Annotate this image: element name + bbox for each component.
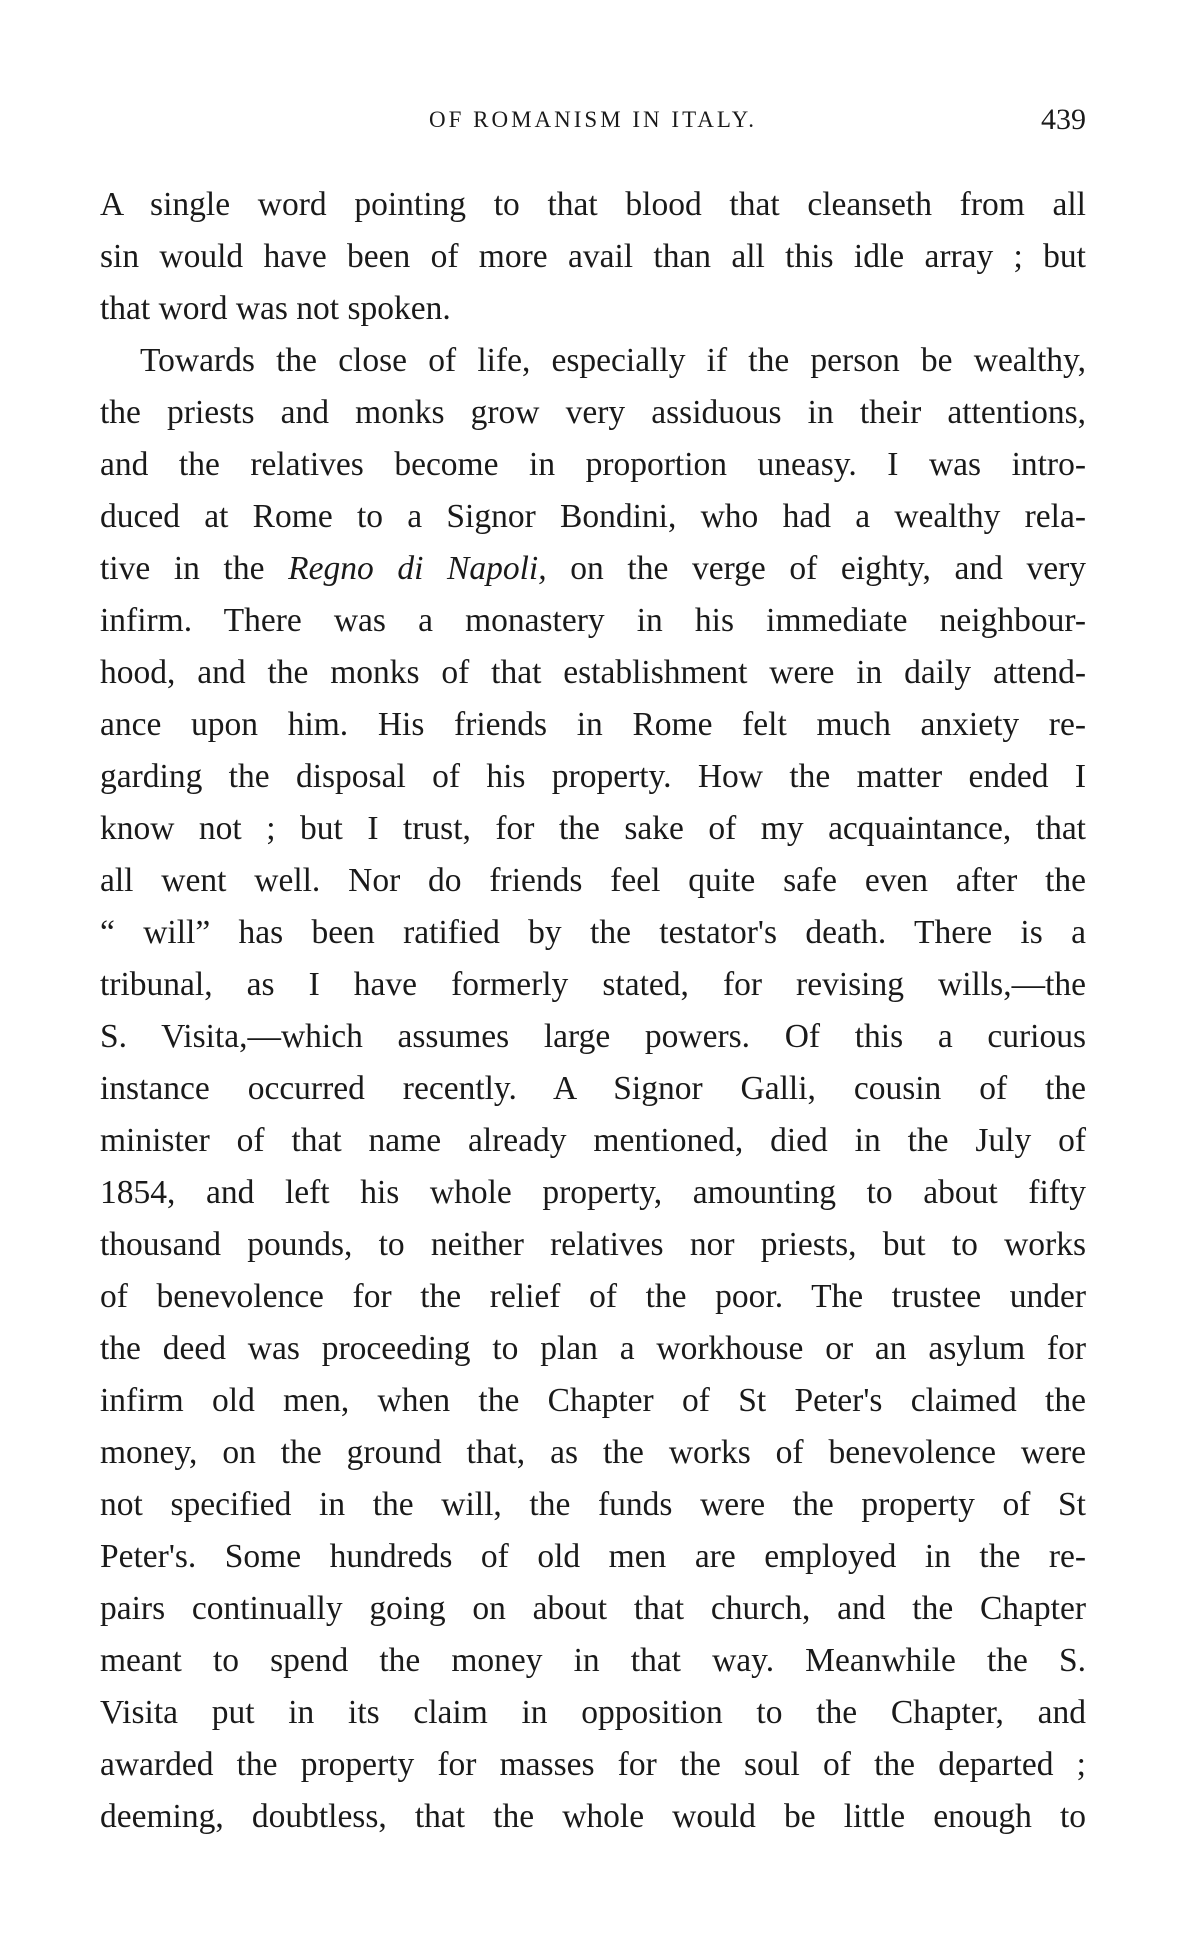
text-line: duced at Rome to a Signor Bondini, who had a wealthy rela- xyxy=(100,498,1086,535)
text-line: ance upon him. His friends in Rome felt much anxiety re- xyxy=(100,706,1086,743)
text-line: money, on the ground that, as the works of benevolence were xyxy=(100,1434,1086,1471)
text-line: that word was not spoken. xyxy=(100,290,451,327)
body-text xyxy=(100,179,1086,1843)
text-line: 1854, and left his whole property, amounting to about fifty xyxy=(100,1174,1086,1211)
text-line: Peter's. Some hundreds of old men are employed in the re- xyxy=(100,1538,1086,1575)
text-line: garding the disposal of his property. How the matter ended I xyxy=(100,758,1086,795)
text-line: infirm old men, when the Chapter of St Peter's claimed the xyxy=(100,1382,1086,1419)
text-line: all went well. Nor do friends feel quite safe even after the xyxy=(100,862,1086,899)
text-line: infirm. There was a monastery in his immediate neighbour- xyxy=(100,602,1086,639)
text-segment: tive in the xyxy=(100,550,265,587)
text-line: instance occurred recently. A Signor Galli, cousin of the xyxy=(100,1070,1086,1107)
text-line: the priests and monks grow very assiduous in their attentions, xyxy=(100,394,1086,431)
text-line: awarded the property for masses for the soul of the departed ; xyxy=(100,1746,1086,1783)
text-line: of benevolence for the relief of the poor. The trustee under xyxy=(100,1278,1086,1315)
paragraph-first-line: Towards the close of life, especially if the person be wealthy, xyxy=(140,342,1086,379)
text-line: the deed was proceeding to plan a workhouse or an asylum for xyxy=(100,1330,1086,1367)
text-line: sin would have been of more avail than all this idle array ; but xyxy=(100,238,1086,275)
text-line: pairs continually going on about that church, and the Chapter xyxy=(100,1590,1086,1627)
page-header xyxy=(100,100,1086,140)
text-segment: on the verge of eighty, and very xyxy=(570,550,1087,587)
running-head: OF ROMANISM IN ITALY. xyxy=(428,107,758,132)
text-line: tribunal, as I have formerly stated, for revising wills,—the xyxy=(100,966,1086,1003)
text-line-with-italic xyxy=(100,543,1086,595)
text-line: not specified in the will, the funds were the property of St xyxy=(100,1486,1086,1523)
text-line: hood, and the monks of that establishment were in daily attend- xyxy=(100,654,1086,691)
text-line: “ will” has been ratified by the testator's death. There is a xyxy=(100,914,1086,951)
text-line: Visita put in its claim in opposition to the Chapter, and xyxy=(100,1694,1086,1731)
text-line: and the relatives become in proportion uneasy. I was intro- xyxy=(100,446,1086,483)
text-line: S. Visita,—which assumes large powers. Of this a curious xyxy=(100,1018,1086,1055)
text-line: deeming, doubtless, that the whole would be little enough to xyxy=(100,1798,1086,1835)
text-line: A single word pointing to that blood that cleanseth from all xyxy=(100,186,1086,223)
page-number: 439 xyxy=(1041,103,1086,136)
text-line: minister of that name already mentioned, died in the July of xyxy=(100,1122,1086,1159)
text-line: thousand pounds, to neither relatives nor priests, but to works xyxy=(100,1226,1086,1263)
text-line: know not ; but I trust, for the sake of my acquaintance, that xyxy=(100,810,1086,847)
italic-place-name: Regno di Napoli, xyxy=(288,550,547,587)
text-line: meant to spend the money in that way. Meanwhile the S. xyxy=(100,1642,1086,1679)
